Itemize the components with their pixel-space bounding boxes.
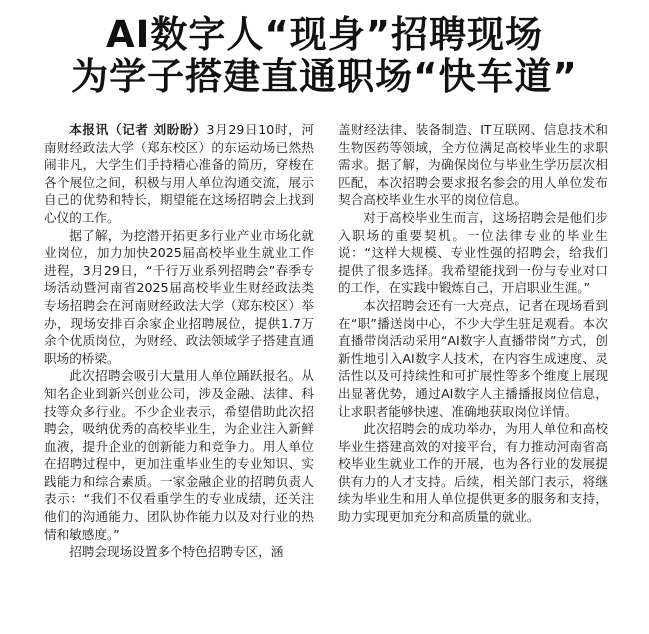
paragraph-1 (44, 121, 314, 227)
byline: 本报讯（记者 刘盼盼） (69, 122, 207, 137)
paragraph-1-text: 3月29日10时，河南财经政法大学（郑东校区）的东运动场已然热闹非凡，大学生们手持精心准备的简历，穿梭在各个展位之间，积极与用人单位沟通交流，展示自己的优势和特长，期望能在这场招聘会上找到心仪的工作。 (44, 122, 314, 225)
article-body (44, 121, 608, 561)
paragraph-3: 此次招聘会吸引大量用人单位踊跃报名。从知名企业到新兴创业公司，涉及金融、法律、科技等众多行业。不少企业表示，希望借助此次招聘会，吸纳优秀的高校毕业生，为企业注入新鲜血液，提升企业的创新能力和竞争力。用人单位在招聘过程中，更加注重毕业生的专业知识、实践能力和综合素质。一家金融企业的招聘负责人表示：“我们不仅看重学生的专业成绩，还关注他们的沟通能力、团队协作能力以及对行业的热情和敏感度。” (44, 368, 314, 542)
paragraph-4-continued: 盖财经法律、装备制造、IT互联网、信息技术和生物医药等领域，全方位满足高校毕业生的求职需求。据了解，为确保岗位与毕业生学历层次相匹配，本次招聘会要求报名参会的用人单位发布契合高校毕业生水平的岗位信息。 (338, 122, 608, 208)
headline-line-1: AI数字人“现身”招聘现场 (105, 13, 544, 56)
column-right (338, 121, 608, 561)
paragraph-2: 据了解，为挖潜开拓更多行业产业市场化就业岗位，加力加快2025届高校毕业生就业工作进程，3月29日，“千行万业系列招聘会”春季专场活动暨河南省2025届高校毕业生财经政法类专场招聘会在河南财经政法大学（郑东校区）举办，现场安排百余家企业招聘展位，提供1.7万余个优质岗位，为财经、政法领域学子搭建直通职场的桥梁。 (44, 227, 314, 366)
headline-line-2: 为学子搭建直通职场“快车道” (71, 55, 578, 98)
paragraph-4-start: 招聘会现场设置多个特色招聘专区，涵 (69, 544, 284, 560)
paragraph-5: 对于高校毕业生而言，这场招聘会是他们步入职场的重要契机。一位法律专业的毕业生说：“这样大规模、专业性强的招聘会，给我们提供了很多选择。我希望能找到一份与专业对口的工作，在实践中锻炼自己，开启职业生涯。” (338, 209, 608, 296)
paragraph-7: 此次招聘会的成功举办，为用人单位和高校毕业生搭建高效的对接平台，有力推动河南省高校毕业生就业工作的开展，也为各行业的发展提供有力的人才支持。后续，相关部门表示，将继续为毕业生和用人单位提供更多的服务和支持，助力实现更加充分和高质量的就业。 (338, 421, 608, 525)
column-left (44, 121, 314, 561)
article-headline (0, 14, 649, 98)
paragraph-6: 本次招聘会还有一大亮点，记者在现场看到在“职”播送岗中心，不少大学生驻足观看。本次直播带岗活动采用“AI数字人直播带岗”方式，创新性地引入AI数字人技术，在内容生成速度、灵活性以及可持续性和可扩展性等多个维度上展现出显著优势，通过AI数字人主播播报岗位信息，让求职者能够快速、准确地获取岗位详情。 (338, 297, 608, 419)
